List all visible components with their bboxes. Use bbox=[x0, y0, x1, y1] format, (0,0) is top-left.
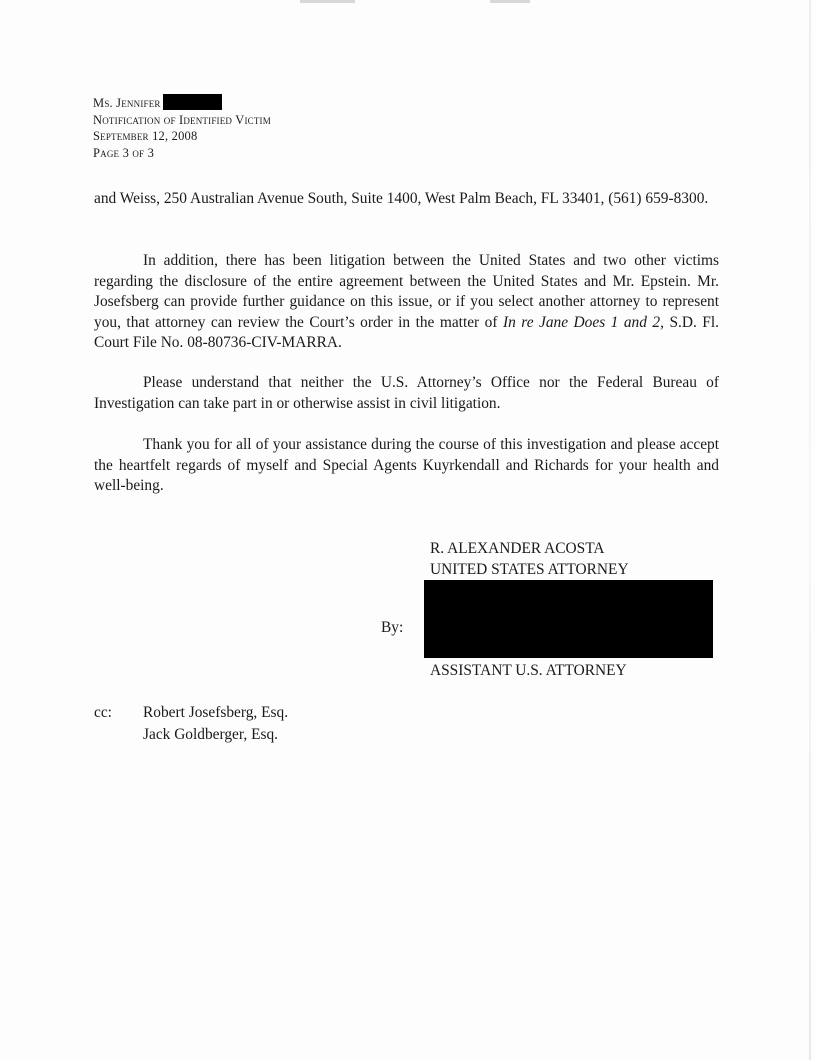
paragraph-2 bbox=[94, 251, 719, 354]
paragraph-text: and Weiss, 250 Australian Avenue South, Suite 1400, West Palm Beach, FL 33401, (561) 659-8300. bbox=[94, 190, 709, 207]
paragraph-text: Please understand that neither the U.S. Attorney’s Office nor the Federal Bureau of Investigation can take part in or otherwise assist in civil litigation. bbox=[94, 374, 719, 412]
scan-artifact bbox=[490, 0, 530, 3]
subject-line: Notification of Identified Victim bbox=[93, 112, 271, 127]
by-label: By: bbox=[381, 619, 404, 636]
signatory-name: R. ALEXANDER ACOSTA bbox=[430, 540, 605, 557]
case-name: In re Jane Does 1 and 2 bbox=[502, 313, 661, 331]
paragraph-1 bbox=[94, 189, 719, 210]
recipient-line bbox=[93, 94, 271, 112]
paragraph-4 bbox=[94, 435, 719, 497]
paragraph-text: Thank you for all of your assistance during the course of this investigation and please accept the heartfelt regards of myself and Special Agents Kuyrkendall and Richards for your health and well-being. bbox=[94, 436, 719, 494]
scan-edge bbox=[809, 0, 811, 1060]
redaction-block bbox=[163, 94, 222, 110]
paragraph-3 bbox=[94, 373, 719, 414]
date-line: September 12, 2008 bbox=[93, 129, 198, 143]
cc-label: cc: bbox=[94, 704, 112, 721]
page-number: Page 3 of 3 bbox=[93, 145, 155, 160]
assistant-attorney-title: ASSISTANT U.S. ATTORNEY bbox=[430, 662, 627, 679]
signature-block bbox=[430, 538, 629, 580]
paragraph-text-part: , S.D. Fl. Court File No. 08-80736-CIV-MARRA. bbox=[94, 313, 719, 351]
signatory-title: UNITED STATES ATTORNEY bbox=[430, 561, 629, 578]
cc-list bbox=[143, 702, 288, 746]
cc-recipient: Robert Josefsberg, Esq. bbox=[143, 704, 289, 721]
cc-recipient: Jack Goldberger, Esq. bbox=[143, 726, 279, 743]
paragraph-text bbox=[94, 251, 719, 354]
letter-header bbox=[93, 94, 271, 161]
recipient-name: Ms. Jennifer bbox=[93, 96, 161, 110]
scan-artifact bbox=[300, 0, 355, 3]
paragraph-text-part: In addition, there has been litigation between the United States and two other victims regarding the disclosure of the entire agreement between the United States and Mr. Epstein. Mr. Josefsberg can provide further guidance on this issue, or if you select another attorney to represent you, that attorney can review the Court’s order in the matter of bbox=[94, 252, 719, 331]
signature-redaction bbox=[424, 580, 713, 658]
